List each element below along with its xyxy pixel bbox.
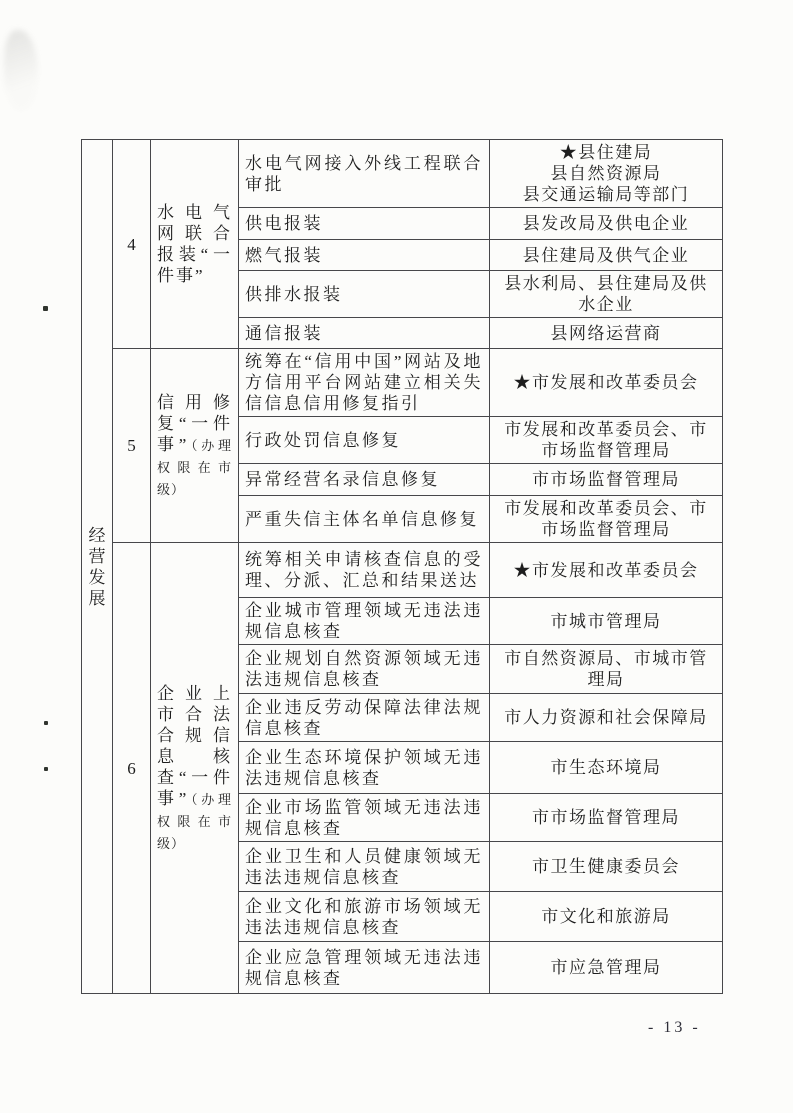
department-cell: 市文化和旅游局	[490, 892, 723, 942]
item-cell: 企业文化和旅游市场领域无违法违规信息核查	[239, 892, 490, 942]
group-note: （办理权限在市级）	[157, 437, 232, 497]
item-cell: 通信报装	[239, 318, 490, 349]
department-cell: 市城市管理局	[490, 598, 723, 645]
group-label: 信用修复“一件事”	[157, 392, 232, 454]
department-cell: 市自然资源局、市城市管理局	[490, 645, 723, 694]
item-cell: 供电报装	[239, 208, 490, 240]
item-cell: 行政处罚信息修复	[239, 417, 490, 464]
department-cell: 县住建局及供气企业	[490, 240, 723, 271]
item-cell: 燃气报装	[239, 240, 490, 271]
department-cell: 市发展和改革委员会、市市场监督管理局	[490, 496, 723, 543]
item-cell: 企业市场监管领域无违法违规信息核查	[239, 794, 490, 842]
group-note: （办理权限在市级）	[157, 791, 232, 851]
item-cell: 企业违反劳动保障法律法规信息核查	[239, 694, 490, 742]
department-cell: ★市发展和改革委员会	[490, 543, 723, 598]
item-cell: 供排水报装	[239, 271, 490, 318]
services-table	[81, 139, 723, 994]
department-cell: 县发改局及供电企业	[490, 208, 723, 240]
section-group-cell	[151, 349, 239, 543]
table-row	[82, 349, 723, 417]
item-cell: 企业卫生和人员健康领域无违法违规信息核查	[239, 842, 490, 892]
section-number-cell: 4	[113, 140, 151, 349]
department-cell: 市生态环境局	[490, 742, 723, 794]
department-cell: 市人力资源和社会保障局	[490, 694, 723, 742]
department-cell: 市市场监督管理局	[490, 794, 723, 842]
section-number-cell: 6	[113, 543, 151, 994]
group-label: 水电气网联合报装“一件事”	[157, 203, 232, 285]
scan-speck	[44, 767, 48, 771]
department-cell: ★市发展和改革委员会	[490, 349, 723, 417]
item-cell: 企业应急管理领域无违法违规信息核查	[239, 942, 490, 994]
department-cell: 县水利局、县住建局及供水企业	[490, 271, 723, 318]
department-cell: 市市场监督管理局	[490, 464, 723, 496]
department-cell: ★县住建局 县自然资源局 县交通运输局等部门	[490, 140, 723, 208]
scan-smudge	[4, 30, 38, 110]
services-table-body	[82, 140, 723, 994]
page-number: - 13 -	[648, 1019, 701, 1036]
item-cell: 严重失信主体名单信息修复	[239, 496, 490, 543]
item-cell: 企业规划自然资源领域无违法违规信息核查	[239, 645, 490, 694]
category-cell: 经营发展	[82, 140, 113, 994]
department-cell: 县网络运营商	[490, 318, 723, 349]
department-cell: 市卫生健康委员会	[490, 842, 723, 892]
scan-speck	[44, 721, 48, 725]
scan-speck	[43, 306, 48, 311]
department-cell: 市应急管理局	[490, 942, 723, 994]
section-group-cell	[151, 543, 239, 994]
table-row	[82, 543, 723, 598]
table-row	[82, 140, 723, 208]
item-cell: 企业城市管理领域无违法违规信息核查	[239, 598, 490, 645]
item-cell: 企业生态环境保护领域无违法违规信息核查	[239, 742, 490, 794]
section-number-cell: 5	[113, 349, 151, 543]
item-cell: 统筹在“信用中国”网站及地方信用平台网站建立相关失信信息信用修复指引	[239, 349, 490, 417]
item-cell: 异常经营名录信息修复	[239, 464, 490, 496]
group-label: 企业上市合法合规信息核查“一件事”	[157, 683, 232, 808]
item-cell: 统筹相关申请核查信息的受理、分派、汇总和结果送达	[239, 543, 490, 598]
item-cell: 水电气网接入外线工程联合审批	[239, 140, 490, 208]
section-group-cell	[151, 140, 239, 349]
department-cell: 市发展和改革委员会、市市场监督管理局	[490, 417, 723, 464]
